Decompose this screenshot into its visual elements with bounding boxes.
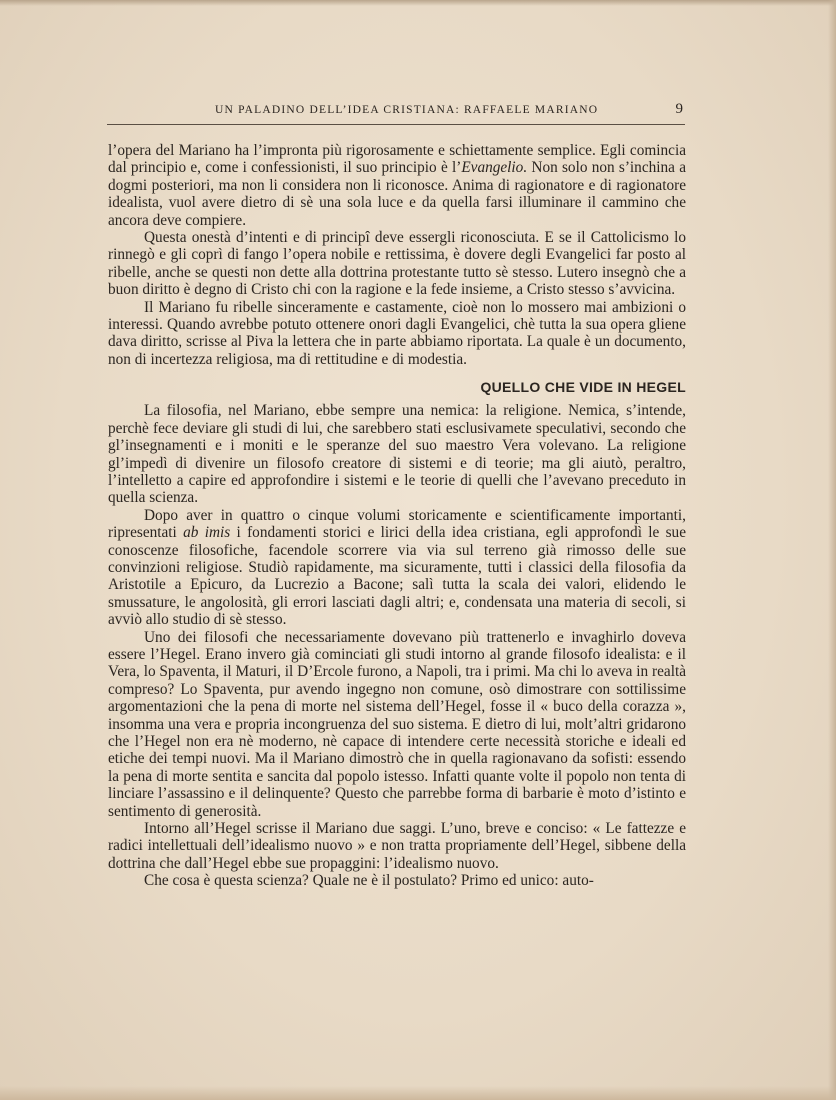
paragraph: Questa onestà d’intenti e di principî deve essergli riconosciuta. E se il Cattolicismo lo rinnegò e gli coprì di fango l’opera nobile e rettissima, è dovere degli Evangelici far posto al ribelle, anche se questi non dette alla dottrina protestante tutto sè stesso. Lutero insegnò che a buon diritto è degno di Cristo chi con la ragione e la fede insieme, a Cristo stesso s’avvicina. [108,229,686,299]
running-head: UN PALADINO DELL’IDEA CRISTIANA: RAFFAELE MARIANO [215,104,599,116]
paragraph: Uno dei filosofi che necessariamente dovevano più trattenerlo e invaghirlo doveva essere l’Hegel. Erano invero già cominciati gli studi intorno al grande filosofo idealista: e il Vera, lo Spaventa, il Maturi, il D’Ercole furono, a Napoli, tra i primi. Ma chi lo aveva in realtà compreso? Lo Spaventa, pur avendo ingegno non comune, osò dimostrare con sottilissime argomentazioni che la pena di morte nel sistema dell’Hegel, fosse il « buco della corazza », insomma una vera e propria incongruenza del suo sistema. E dietro di lui, molt’altri gridarono che l’Hegel non era nè moderno, nè capace di intendere certe necessità storiche e ideali ed etiche dei tempi nuovi. Ma il Mariano dimostrò che in quella ragionavano da sofisti: essendo la pena di morte sentita e sancita dal popolo istesso. Infatti quante volte il popolo non tenta di linciare l’assassino e il delinquente? Questo che parrebbe forma di barbarie è moto d’istinto e sentimento di generosità. [108,628,686,820]
paragraph-text: Dopo aver in quattro o cinque volumi storicamente e scientificamente importanti, ripresentati [108,506,686,542]
paper-edge-bottom [0,1086,836,1100]
paragraph-text: Non solo non s’inchina a dogmi posteriori, ma non li considera non li riconosce. Anima di ragionatore e di ragionatore idealista, vuol avere dietro di sè una sola luce e da quella farsi illuminare il cammino che ancora deve compiere. [108,159,686,229]
paragraph: La filosofia, nel Mariano, ebbe sempre una nemica: la religione. Nemica, s’intende, perchè fece deviare gli studi di lui, che sarebbero stati esclusivamete speculativi, secondo che gl’insegnamenti e i moniti e le speranze del suo maestro Vera volevano. La religione gl’impedì di divenire un filosofo creatore di sistemi e di teorie; ma gli aiutò, peraltro, l’intelletto a capire ed approfondire i sistemi e le teorie di quelli che l’avevano preceduto in quella scienza. [108,402,686,507]
section-title: QUELLO CHE VIDE IN HEGEL [480,379,686,396]
page-header [107,101,685,122]
paragraph-emphasis: Evangelio. [461,159,528,177]
paragraph-emphasis: ab imis [183,524,231,542]
paragraph [108,507,686,629]
paper-edge-right [828,0,836,1100]
paragraph-text: i fondamenti storici e lirici della idea cristiana, egli approfondì le sue conoscenze filosofiche, facendole scorrere via via sul terreno già rimosso delle sue convinzioni religiose. Studiò rapidamente, ma sicuramente, tutti i classici della filosofia da Aristotile a Epicuro, da Lucrezio a Bacone; salì tutta la scala dei valori, elidendo le smussature, le angolosità, gli errori lasciati dagli altri; e, condensata una materia di secoli, si avviò allo studio di sè stesso. [108,524,686,629]
paragraph-text: l’opera del Mariano ha l’impronta più rigorosamente e schiettamente semplice. Egli comincia dal principio e, come i confessionisti, il suo principio è l’ [108,142,686,177]
paper-edge-top [0,0,836,6]
paragraph: Intorno all’Hegel scrisse il Mariano due saggi. L’uno, breve e conciso: « Le fattezze e radici intellettuali dell’idealismo nuovo » e non tratta propriamente dell’Hegel, sibbene della dottrina che dall’Hegel ebbe sue propaggini: l’idealismo nuovo. [108,820,686,872]
page-number: 9 [675,101,683,117]
paragraph [108,142,686,229]
body-text [108,142,686,890]
paragraph: Che cosa è questa scienza? Quale ne è il postulato? Primo ed unico: auto- [144,872,594,890]
header-rule [107,124,685,125]
paragraph: Il Mariano fu ribelle sinceramente e castamente, cioè non lo mossero mai ambizioni o interessi. Quando avrebbe potuto ottenere onori dagli Evangelici, chè tutta la sua opera gliene dava diritto, scrisse al Piva la lettera che in parte abbiamo riportata. La quale è un documento, non di incertezza religiosa, ma di rettitudine e di modestia. [108,298,686,368]
